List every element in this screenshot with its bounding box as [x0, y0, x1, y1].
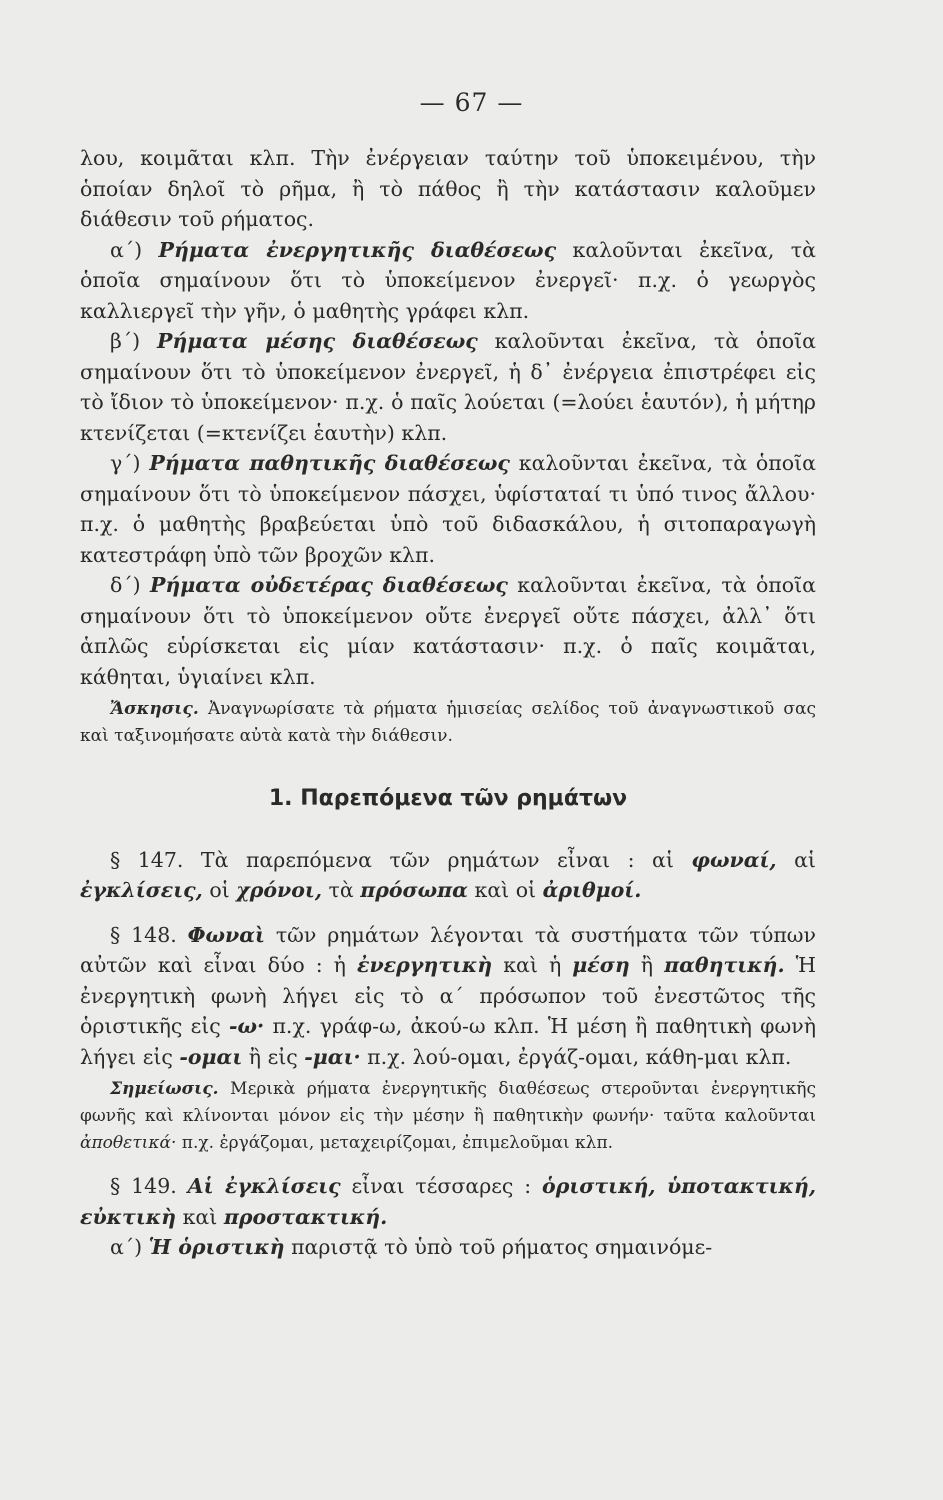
paragraph-neutral-voice: δ΄) Ρήματα οὐδετέρας διαθέσεως καλοῦνται ἐκεῖνα, τὰ ὁποῖα σημαίνουν ὅτι τὸ ὑποκείμενον οὔτε ἐνεργεῖ οὔτε πάσχει, ἀλλ᾽ ὅτι ἁπλῶς εὑρίσκεται εἰς μίαν κατάστασιν· π.χ. ὁ παῖς κοιμᾶται, κάθηται, ὑγιαίνει κλπ.: [80, 573, 816, 689]
section-number: § 148.: [110, 922, 177, 947]
note-paragraph: Σημείωσις. Μερικὰ ρήματα ἐνεργητικῆς διαθέσεως στεροῦνται ἐνεργητικῆς φωνῆς καὶ κλίνονται μόνον εἰς τὴν μέσην ἢ παθητικὴν φωνήν· ταῦτα καλοῦνται ἀποθετικά· π.χ. ἐργάζομαι, μεταχειρίζομαι, ἐπιμελοῦμαι κλπ.: [80, 1079, 816, 1153]
intro-paragraph: λου, κοιμᾶται κλπ. Τὴν ἐνέργειαν ταύτην τοῦ ὑποκειμένου, τὴν ὁποίαν δηλοῖ τὸ ρῆμα, ἢ τὸ πάθος ἢ τὴν κατάστασιν καλοῦμεν διάθεσιν τοῦ ρήματος.: [80, 146, 816, 231]
paragraph-passive-voice: γ΄) Ρήματα παθητικῆς διαθέσεως καλοῦνται ἐκεῖνα, τὰ ὁποῖα σημαίνουν ὅτι τὸ ὑποκείμενον πάσχει, ὑφίσταταί τι ὑπό τινος ἄλλου· π.χ. ὁ μαθητὴς βραβεύεται ὑπὸ τοῦ διδασκάλου, ἡ σιτοπαραγωγὴ κατεστράφη ὑπὸ τῶν βροχῶν κλπ.: [80, 451, 816, 567]
exercise-paragraph: Ἄσκησις. Ἀναγνωρίσατε τὰ ρήματα ἡμισείας σελίδος τοῦ ἀναγνωστικοῦ σας καὶ ταξινομήσατε αὐτὰ κατὰ τὴν διάθεσιν.: [80, 699, 816, 746]
section-number: § 147.: [110, 847, 184, 872]
section-149: § 149. Αἱ ἐγκλίσεις εἶναι τέσσαρες : ὁριστική, ὑποτακτική, εὐκτικὴ καὶ προστακτική.: [80, 1174, 816, 1229]
term-indicative: Ἡ ὁριστικὴ: [148, 1235, 285, 1259]
section-heading: 1. Παρεπόμενα τῶν ρημάτων: [268, 786, 628, 811]
page-number: — 67 —: [419, 88, 524, 117]
paragraph-middle-voice: β΄) Ρήματα μέσης διαθέσεως καλοῦνται ἐκεῖνα, τὰ ὁποῖα σημαίνουν ὅτι τὸ ὑποκείμενον ἐνεργεῖ, ἡ δ᾽ ἐνέργεια ἐπιστρέφει εἰς τὸ ἴδιον τὸ ὑποκείμενον· π.χ. ὁ παῖς λούεται (=λούει ἑαυτόν), ἡ μήτηρ κτενίζεται (=κτενίζει ἑαυτὴν) κλπ.: [80, 329, 816, 445]
section-148: § 148. Φωναὶ τῶν ρημάτων λέγονται τὰ συστήματα τῶν τύπων αὐτῶν καὶ εἶναι δύο : ἡ ἐνεργητικὴ καὶ ἡ μέση ἢ παθητική. Ἡ ἐνεργητικὴ φωνὴ λήγει εἰς τὸ α΄ πρόσωπον τοῦ ἐνεστῶτος τῆς ὁριστικῆς εἰς -ω· π.χ. γράφ-ω, ἀκού-ω κλπ. Ἡ μέση ἢ παθητικὴ φωνὴ λήγει εἰς -ομαι ἢ εἰς -μαι· π.χ. λού-ομαι, ἐργάζ-ομαι, κάθη-μαι κλπ.: [80, 922, 816, 1069]
note-label: Σημείωσις.: [110, 1079, 219, 1099]
exercise-label: Ἄσκησις.: [110, 699, 199, 719]
paragraph-indicative: α΄) Ἡ ὁριστικὴ παριστᾷ τὸ ὑπὸ τοῦ ρήματος σημαινόμε-: [110, 1235, 713, 1259]
section-147: § 147. Τὰ παρεπόμενα τῶν ρημάτων εἶναι : αἱ φωναί, αἱ ἐγκλίσεις, οἱ χρόνοι, τὰ πρόσωπα καὶ οἱ ἀριθμοί.: [80, 847, 816, 902]
term-middle: Ρήματα μέσης διαθέσεως: [157, 329, 478, 353]
term-passive: Ρήματα παθητικῆς διαθέσεως: [149, 451, 510, 475]
paragraph-active-voice: α΄) Ρήματα ἐνεργητικῆς διαθέσεως καλοῦνται ἐκεῖνα, τὰ ὁποῖα σημαίνουν ὅτι τὸ ὑποκείμενον ἐνεργεῖ· π.χ. ὁ γεωργὸς καλλιεργεῖ τὴν γῆν, ὁ μαθητὴς γράφει κλπ.: [80, 237, 816, 323]
term-active: Ρήματα ἐνεργητικῆς διαθέσεως: [158, 237, 557, 262]
page-body: [80, 143, 816, 1263]
term-neutral: Ρήματα οὐδετέρας διαθέσεως: [149, 573, 508, 597]
section-number: § 149.: [110, 1174, 177, 1198]
